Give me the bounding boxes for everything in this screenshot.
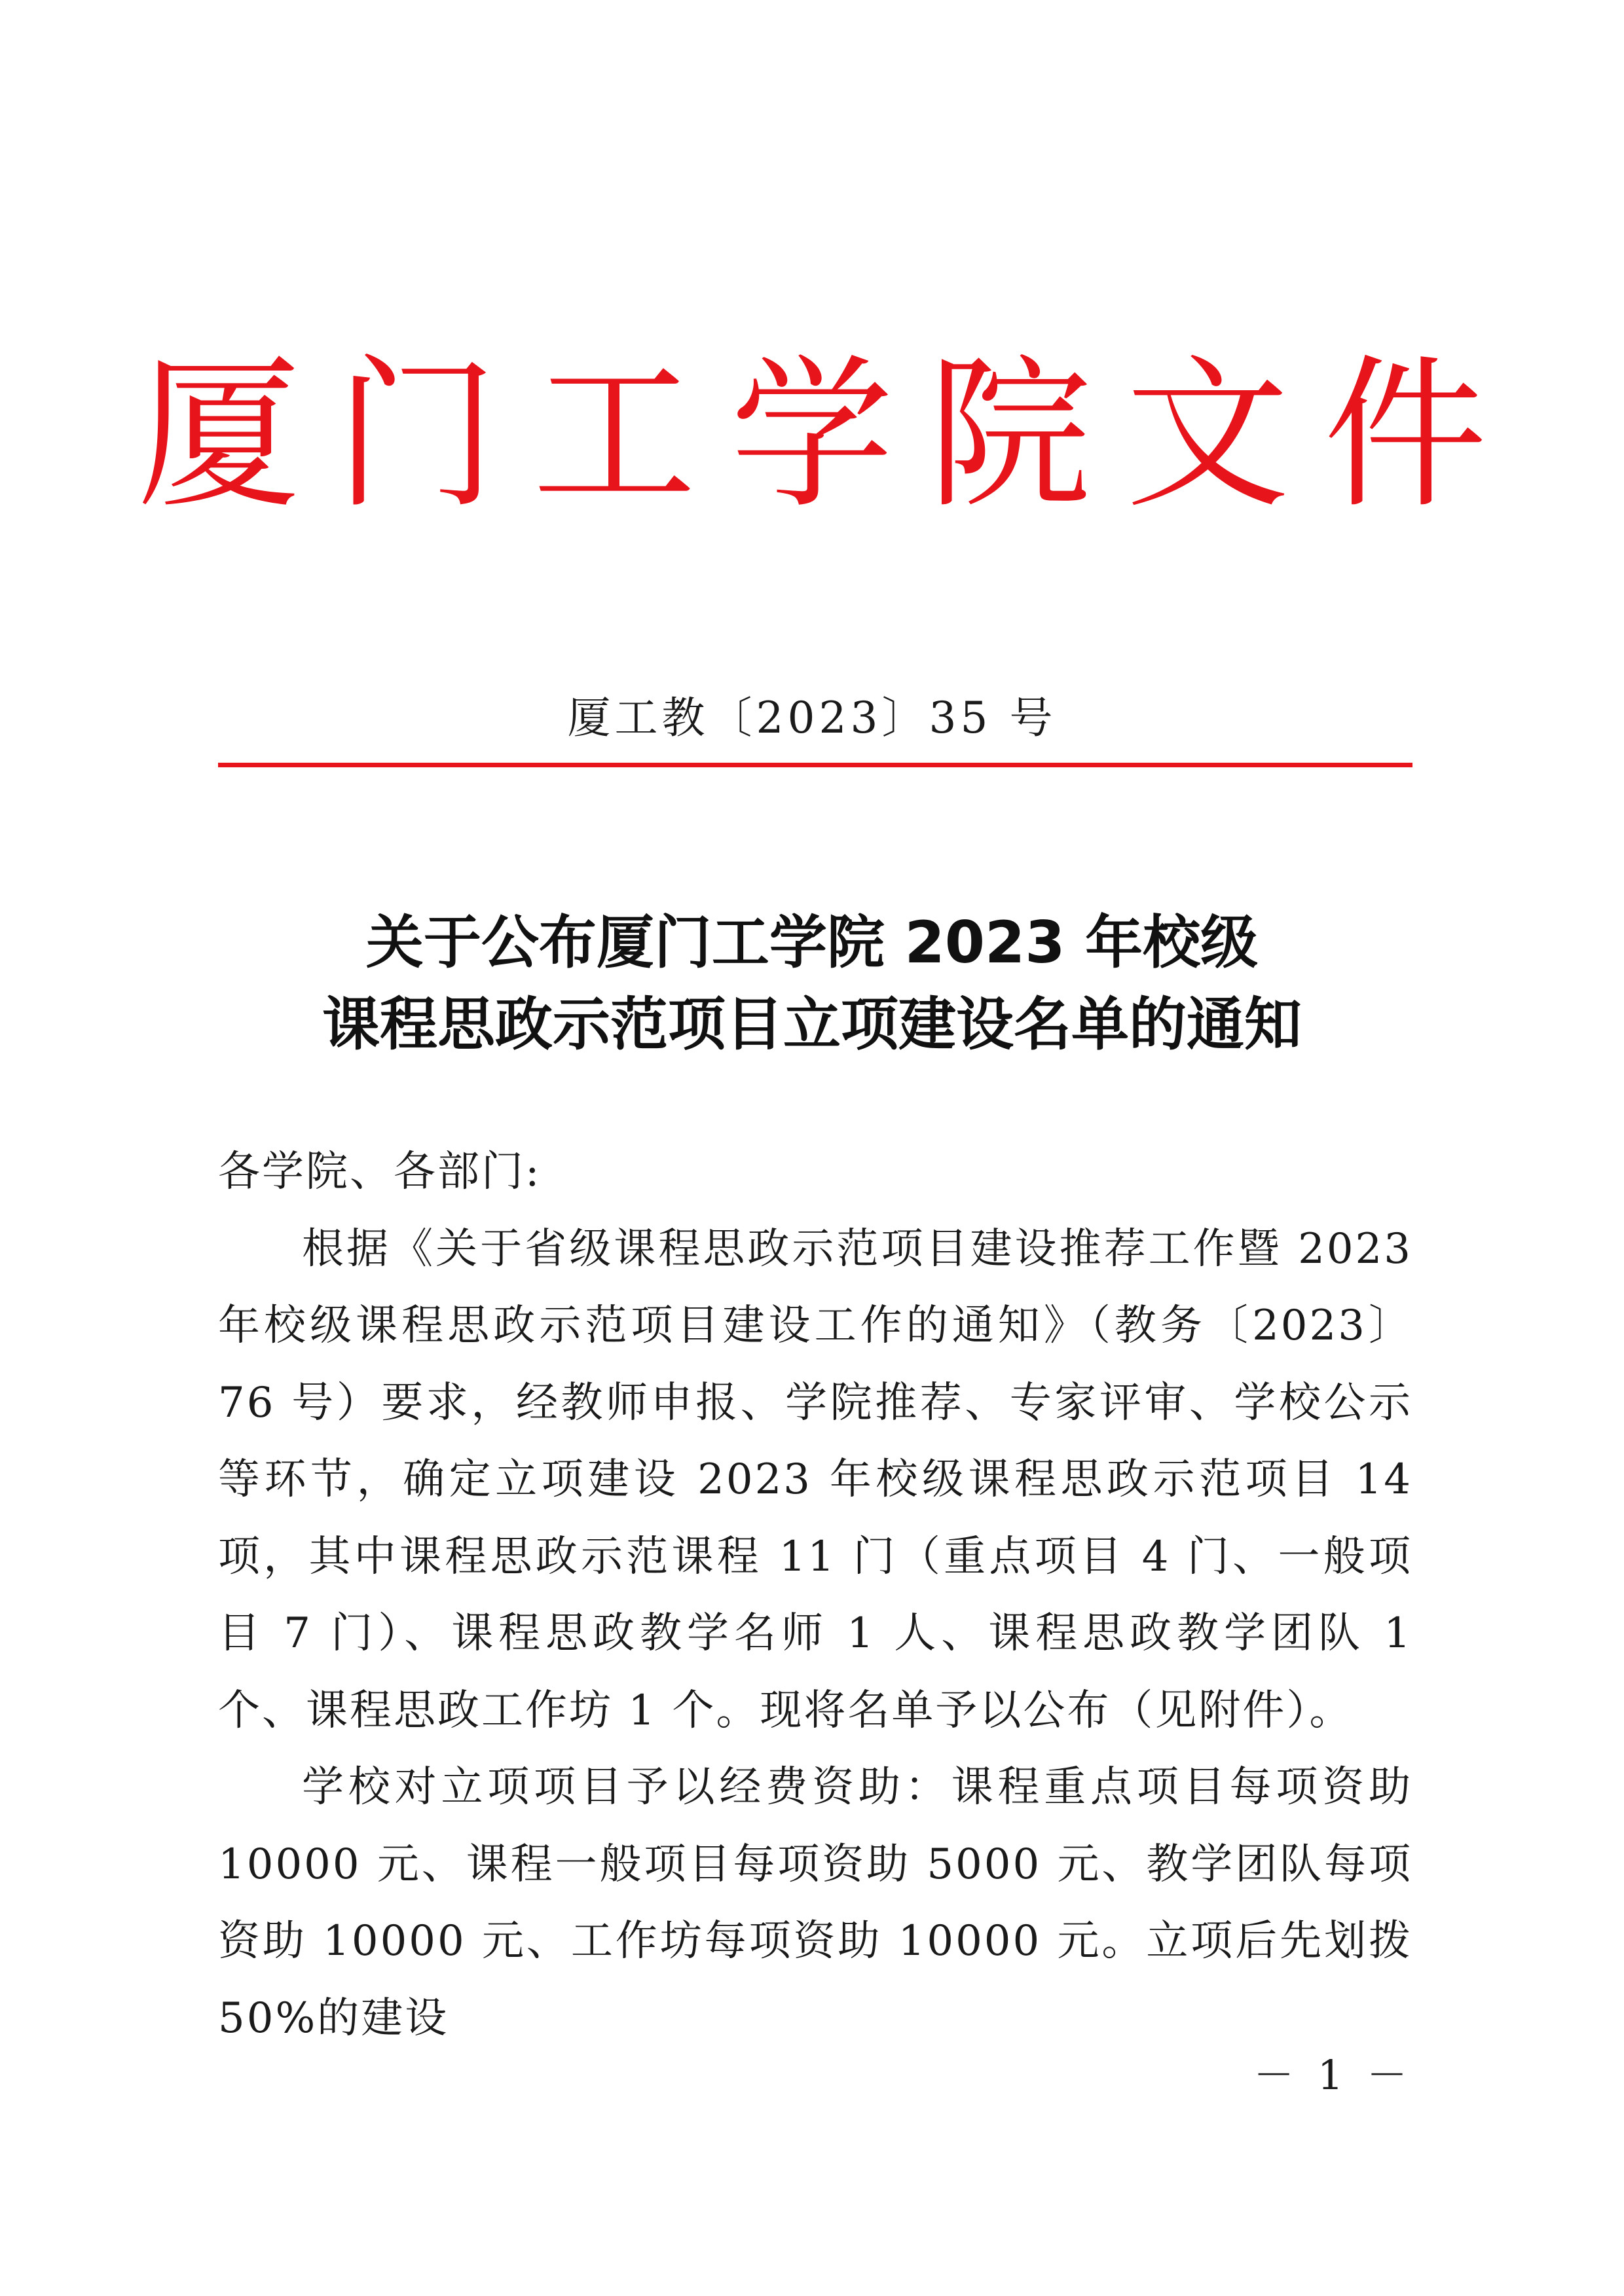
page-number: － 1 － (1253, 2051, 1412, 2099)
notice-title-line-2: 课程思政示范项目立项建设名单的通知 (322, 991, 1302, 1058)
notice-body (218, 1134, 1412, 2057)
document-masthead: 厦门工学院文件 (137, 340, 1521, 530)
document-number: 厦工教〔2023〕35 号 (567, 693, 1057, 743)
body-paragraph-1: 根据《关于省级课程思政示范项目建设推荐工作暨 2023 年校级课程思政示范项目建设工作的通知》（教务〔2023〕76 号）要求，经教师申报、学院推荐、专家评审、学校公示等环节，确定立项建设 2023 年校级课程思政示范项目 14 项，其中课程思政示范课程 11 门（重点项目 4 门、一般项目 7 门）、课程思政教学名师 1 人、课程思政教学团队 1 个、课程思政工作坊 1 个。现将名单予以公布（见附件）。 (218, 1224, 1412, 1735)
salutation: 各学院、各部门: (218, 1148, 542, 1196)
body-paragraph-2: 学校对立项项目予以经费资助：课程重点项目每项资助 10000 元、课程一般项目每项资助 5000 元、教学团队每项资助 10000 元、工作坊每项资助 10000 元。立项后先划拨 50%的建设 (218, 1763, 1412, 2043)
notice-title-line-1: 关于公布厦门工学院 2023 年校级 (365, 909, 1259, 976)
red-separator-rule (218, 763, 1412, 767)
